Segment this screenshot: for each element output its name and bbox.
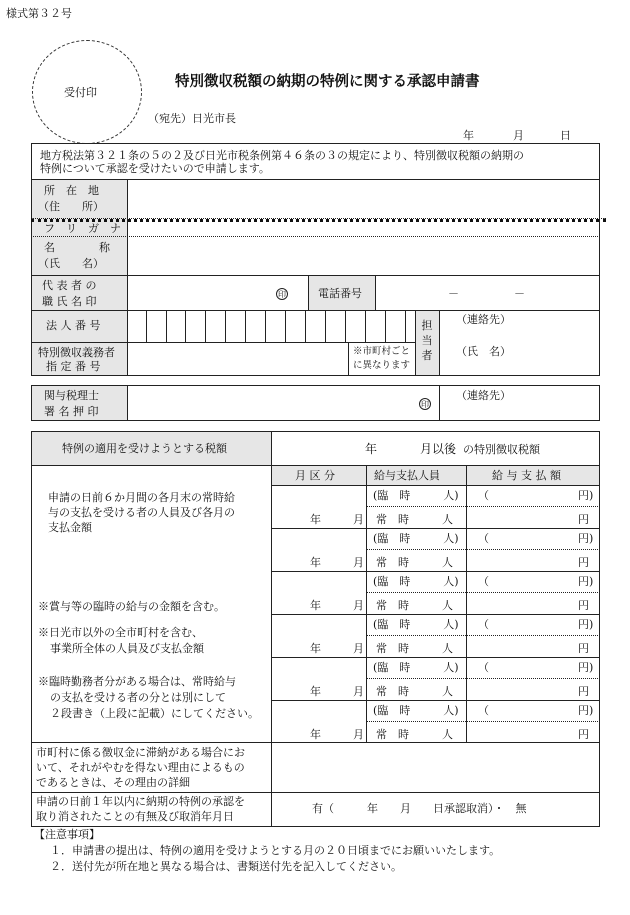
intro-line-2: 特例について承認を受けたいので申請します。 xyxy=(40,162,270,175)
tax-accountant-seal-mark: 印 xyxy=(421,400,429,409)
date-day: 日 xyxy=(560,129,571,142)
special-header-month-after: 月以後 xyxy=(420,442,457,456)
date-month: 月 xyxy=(513,129,524,142)
arrears-reason-field[interactable] xyxy=(272,743,599,791)
row2-amt-open: （ xyxy=(478,532,489,545)
name-field[interactable] xyxy=(128,237,599,275)
corporate-number-field[interactable] xyxy=(128,311,415,342)
row5-year: 年 xyxy=(310,685,321,698)
phone-separator-1: － xyxy=(448,287,459,300)
desc-line-2: 与の支払を受ける者の人員及び各月の xyxy=(48,506,235,519)
phone-field[interactable] xyxy=(376,276,599,310)
row4-year: 年 xyxy=(310,642,321,655)
address-label-1: 所 在 地 xyxy=(44,184,99,197)
intro-line-1: 地方税法第３２１条の５の２及び日光市税条例第４６条の３の規定により、特別徴収税額の納期の xyxy=(40,149,524,162)
desc-line-3: 支払金額 xyxy=(48,521,92,534)
note-temp-3: ２段書き（上段に記載）にしてください。 xyxy=(50,707,259,720)
row6-yen-temp: 円) xyxy=(578,704,594,717)
row1-amt-open: （ xyxy=(478,489,489,502)
phone-separator-2: － xyxy=(514,287,525,300)
note-temp-1: ※臨時勤務者分がある場合は、常時給与 xyxy=(38,675,236,688)
row2-year: 年 xyxy=(310,556,321,569)
corp-number-label: 法 人 番 号 xyxy=(46,319,101,332)
history-line-1: 申請の日前１年以内に納期の特例の承認を xyxy=(36,795,245,808)
row4-yen-temp: 円) xyxy=(578,618,594,631)
desc-line-1: 申請の日前６か月間の各月末の常時給 xyxy=(48,491,235,504)
form-number: 様式第３２号 xyxy=(6,7,72,20)
row5-regular: 常 時 人 xyxy=(376,685,453,698)
special-header-label: 特例の適用を受けようとする税額 xyxy=(62,442,227,455)
address-field[interactable] xyxy=(128,180,599,218)
contact-person-field[interactable] xyxy=(440,311,599,375)
row4-month: 月 xyxy=(353,642,364,655)
rep-seal-mark: 印 xyxy=(278,290,286,299)
arrears-line-3: であるときは、その理由の詳細 xyxy=(36,776,190,789)
row6-month: 月 xyxy=(353,728,364,741)
row2-month: 月 xyxy=(353,556,364,569)
row2-yen-temp: 円) xyxy=(578,532,594,545)
row1-yen: 円 xyxy=(578,513,589,526)
page-title: 特別徴収税額の納期の特例に関する承認申請書 xyxy=(175,73,480,90)
name-label-1: 名 称 xyxy=(44,241,110,254)
row4-regular: 常 時 人 xyxy=(376,642,453,655)
row2-temp: (臨 時 人) xyxy=(373,532,459,545)
row6-year: 年 xyxy=(310,728,321,741)
row1-temp: (臨 時 人) xyxy=(373,489,459,502)
row4-temp: (臨 時 人) xyxy=(373,618,459,631)
row2-yen: 円 xyxy=(578,556,589,569)
furigana-field[interactable] xyxy=(128,219,599,236)
note-temp-2: の支払を受ける者の分とは別にして xyxy=(50,691,226,704)
tax-accountant-label-1: 関与税理士 xyxy=(44,389,99,402)
row5-month: 月 xyxy=(353,685,364,698)
note-all-cities-2: 事業所全体の人員及び支払金額 xyxy=(50,642,204,655)
row3-month: 月 xyxy=(353,599,364,612)
phone-label: 電話番号 xyxy=(318,287,362,300)
col-amount: 給 与 支 払 額 xyxy=(492,469,561,482)
row3-yen: 円 xyxy=(578,599,589,612)
history-line-2: 取り消されたことの有無及び取消年月日 xyxy=(36,810,234,823)
row1-year: 年 xyxy=(310,513,321,526)
tax-accountant-label-2: 署 名 押 印 xyxy=(44,405,99,418)
col-staff: 給与支払人員 xyxy=(374,469,440,482)
row4-amt-open: （ xyxy=(478,618,489,631)
row3-regular: 常 時 人 xyxy=(376,599,453,612)
arrears-line-1: 市町村に係る徴収金に滞納がある場合にお xyxy=(36,746,245,759)
special-header-suffix: の特別徴収税額 xyxy=(463,443,540,456)
history-value[interactable]: 有（ 年 月 日承認取消）・ 無 xyxy=(312,802,527,815)
row2-regular: 常 時 人 xyxy=(376,556,453,569)
contact-label: （連絡先） xyxy=(456,313,511,326)
furigana-label: フ リ ガ ナ xyxy=(44,222,121,235)
rep-label-2: 職 氏 名 印 xyxy=(42,295,97,308)
withholder-label-1: 特別徴収義務者 xyxy=(38,346,115,359)
withholder-label-2: 指 定 番 号 xyxy=(46,360,101,373)
note-bonus: ※賞与等の臨時の給与の金額を含む。 xyxy=(38,600,225,613)
row1-yen-temp: 円) xyxy=(578,489,594,502)
row6-amt-open: （ xyxy=(478,704,489,717)
note-city-1: ※市町村ごと xyxy=(353,346,411,357)
row6-yen: 円 xyxy=(578,728,589,741)
tax-accountant-field[interactable] xyxy=(128,386,438,420)
row3-year: 年 xyxy=(310,599,321,612)
stamp-label: 受付印 xyxy=(64,86,97,99)
row6-temp: (臨 時 人) xyxy=(373,704,459,717)
note-item-2: ２．送付先が所在地と異なる場合は、書類送付先を記入してください。 xyxy=(50,860,402,873)
notes-header: 【注意事項】 xyxy=(34,828,100,841)
row3-temp: (臨 時 人) xyxy=(373,575,459,588)
withholder-number-field[interactable] xyxy=(128,343,347,375)
note-item-1: １．申請書の提出は、特例の適用を受けようとする月の２０日頃までにお願いいたします。 xyxy=(50,844,501,857)
note-city-2: に異なります xyxy=(353,360,411,371)
row5-amt-open: （ xyxy=(478,661,489,674)
addressee: （宛先）日光市長 xyxy=(148,112,236,125)
arrears-line-2: いて、それがやむを得ない理由によるもの xyxy=(36,761,245,774)
address-label-2: （住 所） xyxy=(38,200,104,213)
row1-month: 月 xyxy=(353,513,364,526)
row5-yen-temp: 円) xyxy=(578,661,594,674)
note-all-cities-1: ※日光市以外の全市町村を含む、 xyxy=(38,626,203,639)
contact-name-label: （氏 名） xyxy=(456,345,511,358)
name-label-2: （氏 名） xyxy=(38,257,104,270)
tax-accountant-contact: （連絡先） xyxy=(456,389,511,402)
rep-label-1: 代 表 者 の xyxy=(42,279,97,292)
date-year: 年 xyxy=(463,129,474,142)
row6-regular: 常 時 人 xyxy=(376,728,453,741)
special-header-year: 年 xyxy=(365,442,378,456)
col-month: 月 区 分 xyxy=(295,469,335,482)
row3-yen-temp: 円) xyxy=(578,575,594,588)
row3-amt-open: （ xyxy=(478,575,489,588)
row4-yen: 円 xyxy=(578,642,589,655)
row5-yen: 円 xyxy=(578,685,589,698)
tanto-label: 担当者 xyxy=(421,319,433,362)
row5-temp: (臨 時 人) xyxy=(373,661,459,674)
row1-regular: 常 時 人 xyxy=(376,513,453,526)
